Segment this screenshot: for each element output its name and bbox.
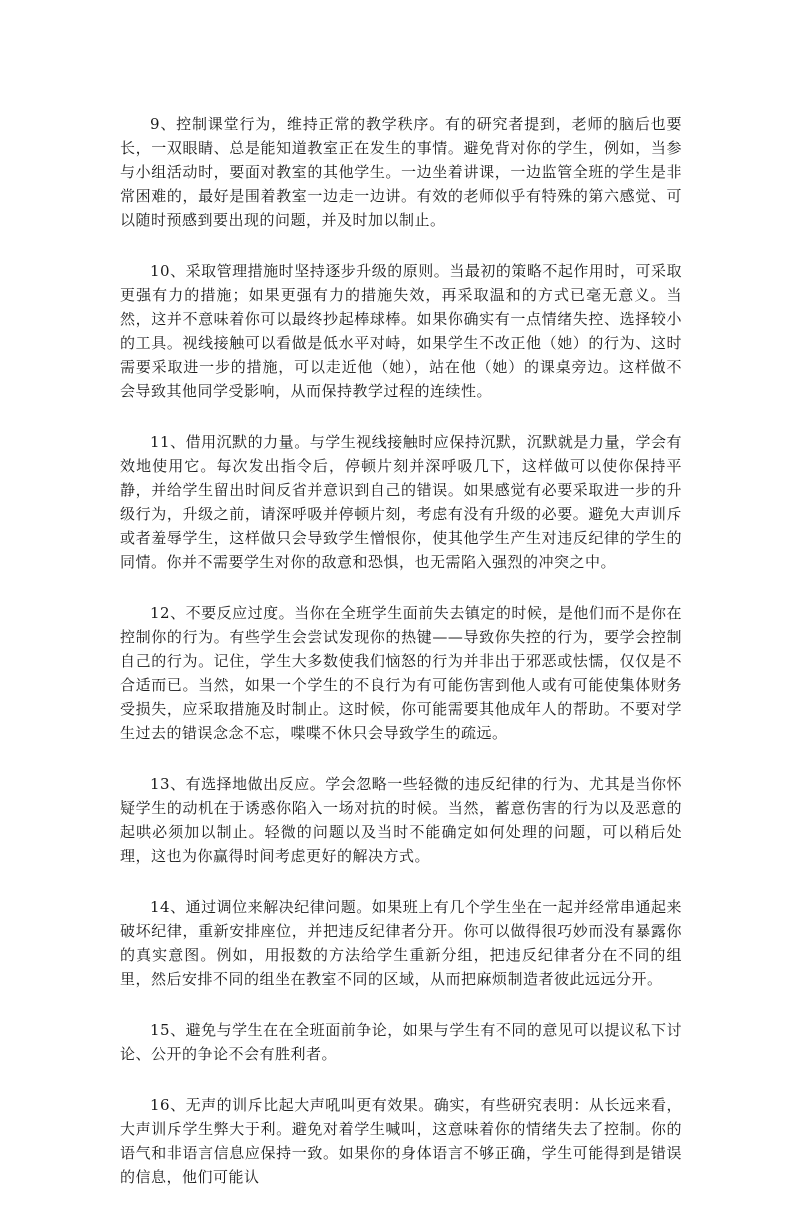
document-body — [120, 112, 682, 1216]
paragraph-11: 11、借用沉默的力量。与学生视线接触时应保持沉默，沉默就是力量，学会有效地使用它。每次发出指令后，停顿片刻并深呼吸几下，这样做可以使你保持平静，并给学生留出时间反省并意识到自己的错误。如果感觉有必要采取进一步的升级行为，升级之前，请深呼吸并停顿片刻，考虑有没有升级的必要。避免大声训斥或者羞辱学生，这样做只会导致学生憎恨你，使其他学生产生对违反纪律的学生的同情。你并不需要学生对你的敌意和恐惧，也无需陷入强烈的冲突之中。 — [120, 433, 682, 571]
paragraph-12: 12、不要反应过度。当你在全班学生面前失去镇定的时候，是他们而不是你在控制你的行为。有些学生会尝试发现你的热键——导致你失控的行为，要学会控制自己的行为。记住，学生大多数使我们恼怒的行为并非出于邪恶或怯懦，仅仅是不合适而已。当然，如果一个学生的不良行为有可能伤害到他人或有可能使集体财务受损失，应采取措施及时制止。这时候，你可能需要其他成年人的帮助。不要对学生过去的错误念念不忘，喋喋不休只会导致学生的疏远。 — [120, 604, 682, 742]
paragraph-10: 10、采取管理措施时坚持逐步升级的原则。当最初的策略不起作用时，可采取更强有力的措施；如果更强有力的措施失效，再采取温和的方式已毫无意义。当然，这并不意味着你可以最终抄起棒球棒。如果你确实有一点情绪失控、选择较小的工具。视线接触可以看做是低水平对峙，如果学生不改正他（她）的行为、这时需要采取进一步的措施，可以走近他（她），站在他（她）的课桌旁边。这样做不会导致其他同学受影响，从而保持教学过程的连续性。 — [120, 262, 682, 400]
paragraph-9: 9、控制课堂行为，维持正常的教学秩序。有的研究者提到，老师的脑后也要长，一双眼睛、总是能知道教室正在发生的事情。避免背对你的学生，例如，当参与小组活动时，要面对教室的其他学生。一边坐着讲课，一边监管全班的学生是非常困难的，最好是围着教室一边走一边讲。有效的老师似乎有特殊的第六感觉、可以随时预感到要出现的问题，并及时加以制止。 — [120, 115, 682, 229]
paragraph-15: 15、避免与学生在在全班面前争论，如果与学生有不同的意见可以提议私下讨论、公开的争论不会有胜利者。 — [120, 1021, 682, 1063]
paragraph-13: 13、有选择地做出反应。学会忽略一些轻微的违反纪律的行为、尤其是当你怀疑学生的动机在于诱惑你陷入一场对抗的时候。当然，蓄意伤害的行为以及恶意的起哄必须加以制止。轻微的问题以及当时不能确定如何处理的问题，可以稍后处理，这也为你赢得时间考虑更好的解决方式。 — [120, 775, 682, 865]
paragraph-16: 16、无声的训斥比起大声吼叫更有效果。确实，有些研究表明：从长远来看，大声训斥学生弊大于利。避免对着学生喊叫，这意味着你的情绪失去了控制。你的语气和非语言信息应保持一致。如果你的身体语言不够正确，学生可能得到是错误的信息，他们可能认 — [120, 1096, 682, 1186]
paragraph-14: 14、通过调位来解决纪律问题。如果班上有几个学生坐在一起并经常串通起来破坏纪律，重新安排座位，并把违反纪律者分开。你可以做得很巧妙而没有暴露你的真实意图。例如，用报数的方法给学生重新分组，把违反纪律者分在不同的组里，然后安排不同的组坐在教室不同的区域，从而把麻烦制造者彼此远远分开。 — [120, 898, 682, 988]
